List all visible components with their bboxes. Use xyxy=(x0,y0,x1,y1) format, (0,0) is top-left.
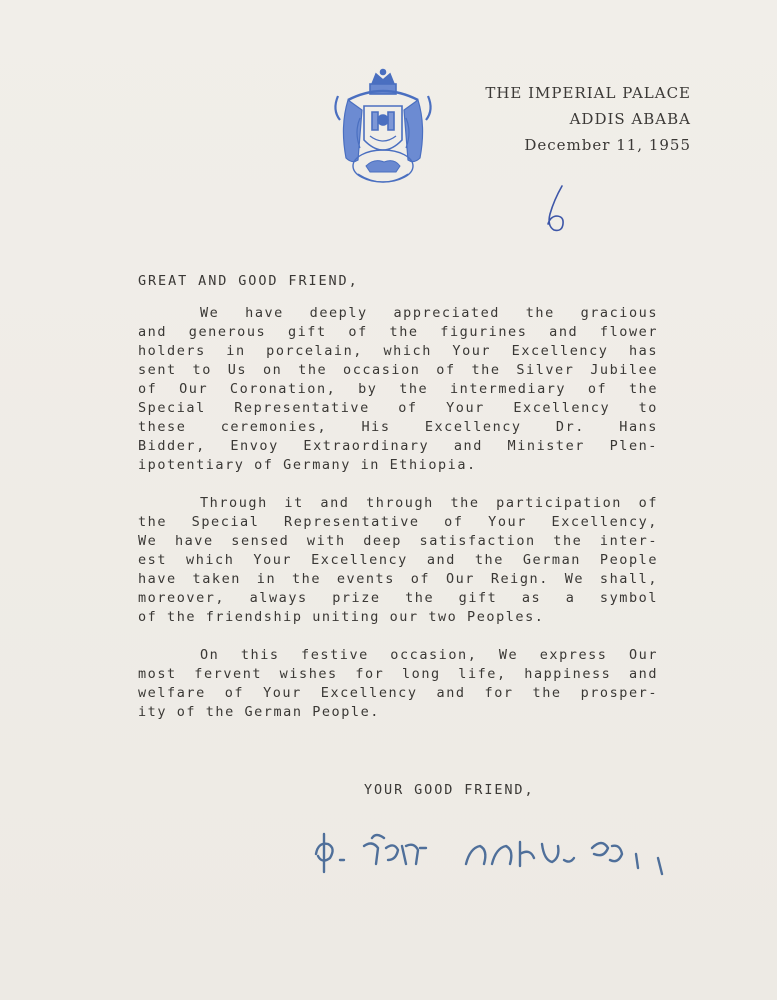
paragraph-line: On this festive occasion, We express Our xyxy=(200,647,658,663)
handwritten-signature xyxy=(306,824,698,880)
pencil-mark-text: 6 xyxy=(536,182,537,183)
paragraph-line: Through it and through the participation of xyxy=(200,495,658,511)
letterhead xyxy=(485,80,691,158)
paragraph-line: Bidder, Envoy Extraordinary and Minister Plen- xyxy=(138,438,658,454)
paragraph-line: most fervent wishes for long life, happiness and xyxy=(138,666,658,682)
imperial-seal-emblem xyxy=(330,66,436,190)
paragraph-line: moreover, always prize the gift as a symbol xyxy=(138,590,658,606)
paragraph-line: We have sensed with deep satisfaction the inter- xyxy=(138,533,658,549)
letterhead-title: THE IMPERIAL PALACE xyxy=(485,84,691,102)
paragraph-line: and generous gift of the figurines and flower xyxy=(138,324,658,340)
paragraph-line: Special Representative of Your Excellency to xyxy=(138,400,658,416)
paragraph-line: ity of the German People. xyxy=(138,704,380,720)
paragraph-line: sent to Us on the occasion of the Silver Jubilee xyxy=(138,362,658,378)
letter-date: December 11, 1955 xyxy=(524,136,691,154)
paragraph-line: of the friendship uniting our two Peoples. xyxy=(138,609,545,625)
paragraph-line: We have deeply appreciated the gracious xyxy=(200,305,658,321)
paragraph-line: welfare of Your Excellency and for the prosper- xyxy=(138,685,658,701)
paragraph-1 xyxy=(138,304,658,475)
paragraph-line: have taken in the events of Our Reign. We shall, xyxy=(138,571,658,587)
paragraph-line: est which Your Excellency and the German People xyxy=(138,552,658,568)
paragraph-3 xyxy=(138,646,658,722)
paragraph-2 xyxy=(138,494,658,627)
salutation: GREAT AND GOOD FRIEND, xyxy=(138,273,359,289)
letter-body xyxy=(138,272,658,741)
pencil-mark-numeral xyxy=(536,182,572,236)
letterhead-city: ADDIS ABABA xyxy=(569,110,691,128)
closing-phrase: YOUR GOOD FRIEND, xyxy=(364,782,535,798)
paragraph-line: these ceremonies, His Excellency Dr. Hans xyxy=(138,419,658,435)
paragraph-line: holders in porcelain, which Your Excellency has xyxy=(138,343,658,359)
paragraph-line: of Our Coronation, by the intermediary of the xyxy=(138,381,658,397)
paragraph-line: ipotentiary of Germany in Ethiopia. xyxy=(138,457,477,473)
paragraph-line: the Special Representative of Your Excellency, xyxy=(138,514,658,530)
